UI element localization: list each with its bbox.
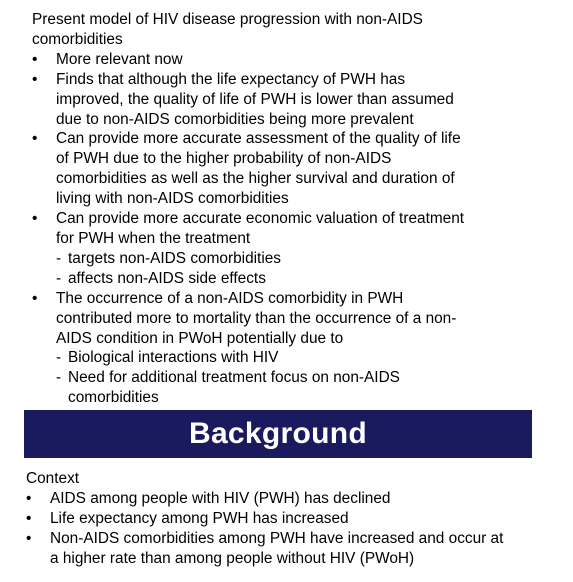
context-bullet-item: [26, 509, 546, 529]
bullet-dot: •: [32, 70, 38, 88]
sub-bullet-dash: -: [56, 249, 62, 267]
bullet-dot: •: [32, 289, 38, 307]
bullet-dot: •: [32, 130, 38, 148]
bullet-dot: •: [32, 210, 38, 228]
model-bullet-item: [32, 70, 552, 130]
bullet-text: AIDS among people with HIV (PWH) has declined: [50, 489, 391, 507]
bullet-text: improved, the quality of life of PWH is lower than assumed: [56, 90, 454, 108]
sub-bullet-dash: -: [56, 349, 62, 367]
bullet-dot: •: [26, 509, 32, 527]
bullet-text: of PWH due to the higher probability of non-AIDS: [56, 150, 392, 168]
bullet-text: Can provide more accurate assessment of the quality of life: [56, 130, 461, 148]
context-heading: Context: [26, 470, 80, 487]
sub-bullet-text: Need for additional treatment focus on non-AIDS: [68, 369, 400, 387]
bullet-dot: •: [26, 489, 32, 507]
bullet-dot: •: [26, 529, 32, 547]
sub-bullet-item: [56, 249, 552, 269]
model-bullet-item: [32, 50, 552, 70]
sub-bullet-text: affects non-AIDS side effects: [68, 269, 266, 287]
sub-bullet-continuation: comorbidities: [68, 389, 159, 407]
bullet-text: Non-AIDS comorbidities among PWH have increased and occur at: [50, 529, 504, 547]
bullet-text: due to non-AIDS comorbidities being more prevalent: [56, 110, 414, 128]
model-section: [32, 10, 552, 408]
bullet-text: AIDS condition in PWoH potentially due to: [56, 329, 344, 347]
context-bullet-item: [26, 529, 546, 569]
sub-bullet-item: [56, 368, 552, 388]
bullet-text: living with non-AIDS comorbidities: [56, 190, 289, 208]
context-section: [26, 469, 546, 569]
background-banner: [24, 410, 532, 458]
sub-bullet-item: [56, 348, 552, 368]
context-bullet-item: [26, 489, 546, 509]
sub-bullet-dash: -: [56, 269, 62, 287]
model-bullet-item: [32, 209, 552, 289]
bullet-text: Finds that although the life expectancy of PWH has: [56, 70, 406, 88]
bullet-text: contributed more to mortality than the occurrence of a non-: [56, 309, 457, 327]
model-bullet-item: [32, 129, 552, 209]
sub-bullet-text: Biological interactions with HIV: [68, 349, 279, 367]
banner-title: Background: [188, 417, 368, 450]
model-heading-line1: Present model of HIV disease progression with non-AIDS: [32, 11, 423, 28]
sub-bullet-item: [56, 269, 552, 289]
bullet-text: The occurrence of a non-AIDS comorbidity in PWH: [56, 289, 404, 307]
bullet-text: comorbidities as well as the higher survival and duration of: [56, 170, 455, 188]
bullet-text: Can provide more accurate economic valuation of treatment: [56, 210, 465, 228]
bullet-text: a higher rate than among people without HIV (PWoH): [50, 549, 415, 567]
model-heading-line2: comorbidities: [32, 30, 123, 48]
bullet-text: Life expectancy among PWH has increased: [50, 509, 349, 527]
sub-bullet-text: targets non-AIDS comorbidities: [68, 249, 281, 267]
sub-bullet-dash: -: [56, 369, 62, 387]
bullet-dot: •: [32, 50, 38, 68]
bullet-text: More relevant now: [56, 50, 183, 68]
bullet-text: for PWH when the treatment: [56, 229, 251, 247]
model-bullet-item: [32, 289, 552, 408]
